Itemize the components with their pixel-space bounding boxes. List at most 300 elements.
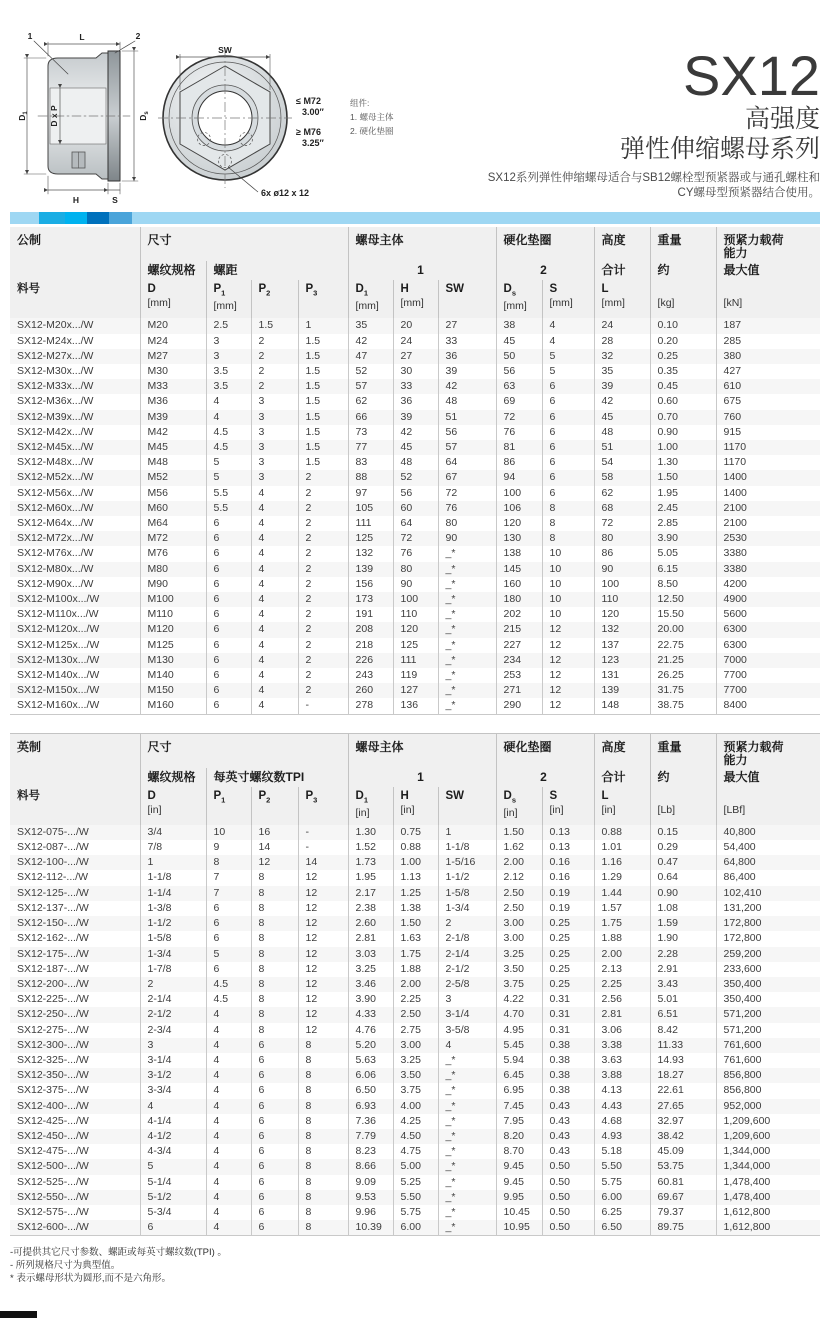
table-cell: 9.95 (496, 1190, 542, 1205)
table-cell: 20 (393, 318, 438, 333)
table-cell: 5 (206, 947, 251, 962)
table-row (10, 394, 820, 409)
part-number-cell: SX12-112-.../W (17, 871, 88, 884)
table-row (10, 653, 820, 668)
table-cell: 1-3/4 (140, 947, 206, 962)
table-cell: 0.47 (650, 855, 716, 870)
table-cell: 4.00 (393, 1099, 438, 1114)
table-row (10, 531, 820, 546)
table-cell: 761,600 (716, 1053, 820, 1068)
table-cell: 6 (206, 577, 251, 592)
table-cell: 5.20 (348, 1038, 393, 1053)
table-cell: _* (438, 668, 496, 683)
table-cell: 6 (206, 607, 251, 622)
table-cell: 111 (393, 653, 438, 668)
table-cell: 0.25 (542, 977, 594, 992)
table-cell: 4 (206, 1114, 251, 1129)
unit-system-label: 英制 (17, 739, 42, 754)
table-cell: 10 (542, 607, 594, 622)
table-cell: M42 (140, 425, 206, 440)
table-cell: 1.38 (393, 901, 438, 916)
table-cell: 2.00 (496, 855, 542, 870)
part-number-cell: SX12-M60x.../W (17, 501, 94, 514)
legend-item-2: 2. 硬化垫圈 (350, 126, 394, 136)
part-number-cell: SX12-M36x.../W (17, 395, 94, 408)
table-cell: 76 (496, 425, 542, 440)
note-le-m72: ≤ M72 (296, 96, 321, 106)
dim-label-l: L (79, 32, 85, 42)
table-cell: 60.81 (650, 1175, 716, 1190)
table-cell: 1.50 (650, 470, 716, 485)
table-cell: 8 (298, 1159, 348, 1174)
table-cell: 227 (496, 638, 542, 653)
table-row (10, 318, 820, 333)
table-cell: 4900 (716, 592, 820, 607)
table-cell: 4-1/4 (140, 1114, 206, 1129)
table-row (10, 562, 820, 577)
table-cell: 2 (438, 916, 496, 931)
table-row (10, 455, 820, 470)
table-cell: 88 (348, 470, 393, 485)
table-row (10, 668, 820, 683)
dim-label-sw: SW (218, 45, 232, 55)
sub-pitch: 螺距 (206, 261, 348, 280)
group-weight: 重量 (650, 227, 716, 261)
table-cell: 45 (594, 410, 650, 425)
table-cell: 110 (594, 592, 650, 607)
table-cell: 2.85 (650, 516, 716, 531)
table-cell: 52 (348, 364, 393, 379)
table-cell: 1-1/4 (140, 886, 206, 901)
table-cell: 6 (251, 1053, 298, 1068)
column-header: L [mm] (594, 280, 650, 318)
table-cell: 125 (393, 638, 438, 653)
table-cell: 60 (393, 501, 438, 516)
table-row (10, 1023, 820, 1038)
part-number-cell: SX12-M52x.../W (17, 471, 94, 484)
table-cell: _* (438, 562, 496, 577)
table-cell: 33 (393, 379, 438, 394)
table-cell: M150 (140, 683, 206, 698)
table-cell: 1,209,600 (716, 1129, 820, 1144)
table-cell: 2.25 (594, 977, 650, 992)
group-nut-body: 螺母主体 (348, 733, 496, 768)
table-cell: M56 (140, 486, 206, 501)
color-bar-segment (109, 212, 132, 224)
table-cell: 89.75 (650, 1220, 716, 1236)
table-cell: 1.88 (594, 931, 650, 946)
table-cell: 8 (251, 992, 298, 1007)
sub-height-total: 合计 (594, 261, 650, 280)
table-cell: 6 (251, 1068, 298, 1083)
part-number-cell: SX12-M30x.../W (17, 364, 94, 377)
table-cell: 8 (298, 1099, 348, 1114)
table-row (10, 840, 820, 855)
table-row (10, 962, 820, 977)
table-cell: 0.60 (650, 394, 716, 409)
table-cell: 33 (438, 334, 496, 349)
table-cell: 1 (298, 318, 348, 333)
color-bar-segment (10, 212, 39, 224)
table-cell: 0.88 (594, 825, 650, 840)
sub-tpi: 每英寸螺纹数TPI (206, 768, 348, 787)
table-cell: 3.50 (496, 962, 542, 977)
part-number-cell: SX12-M120x.../W (17, 623, 100, 636)
table-cell: 4 (206, 1159, 251, 1174)
part-number-cell: SX12-375-.../W (17, 1084, 89, 1097)
table-cell: 6 (251, 1144, 298, 1159)
table-cell: _* (438, 698, 496, 714)
table-cell: 6 (251, 1129, 298, 1144)
table-cell: 12 (298, 947, 348, 962)
table-cell: 8 (251, 870, 298, 885)
table-cell: _* (438, 577, 496, 592)
part-number-cell: SX12-M160x.../W (17, 699, 100, 712)
part-number-cell: SX12-575-.../W (17, 1205, 89, 1218)
part-number-cell: SX12-M125x.../W (17, 638, 100, 651)
table-cell: 26.25 (650, 668, 716, 683)
table-cell: 5 (206, 455, 251, 470)
table-cell: 260 (348, 683, 393, 698)
table-cell: _* (438, 638, 496, 653)
table-cell: 2.91 (650, 962, 716, 977)
table-cell: 4.5 (206, 992, 251, 1007)
table-row (10, 1114, 820, 1129)
table-cell: 285 (716, 334, 820, 349)
column-header: $D_s$ [in] (496, 787, 542, 825)
table-cell: 3 (251, 470, 298, 485)
part-number-cell: SX12-087-.../W (17, 841, 89, 854)
table-cell: 253 (496, 668, 542, 683)
table-cell: M33 (140, 379, 206, 394)
table-cell: - (298, 698, 348, 714)
table-cell: 0.43 (542, 1114, 594, 1129)
table-cell: 57 (348, 379, 393, 394)
table-cell: 1.88 (393, 962, 438, 977)
table-cell: 131,200 (716, 901, 820, 916)
table-cell: 856,800 (716, 1083, 820, 1098)
table-cell: 12 (298, 901, 348, 916)
table-row (10, 1220, 820, 1236)
table-cell: 1.13 (393, 870, 438, 885)
table-row (10, 1068, 820, 1083)
table-cell: 2.28 (650, 947, 716, 962)
table-cell: 8.20 (496, 1129, 542, 1144)
table-cell: 86 (594, 546, 650, 561)
table-cell: 2 (298, 607, 348, 622)
table-cell: 2 (298, 531, 348, 546)
table-cell: 9.53 (348, 1190, 393, 1205)
table-cell: M52 (140, 470, 206, 485)
table-cell: 7.45 (496, 1099, 542, 1114)
part-number-cell: SX12-162-.../W (17, 932, 89, 945)
table-cell: 9.45 (496, 1159, 542, 1174)
part-number-cell: SX12-500-.../W (17, 1160, 89, 1173)
table-cell: _* (438, 1053, 496, 1068)
table-cell: 0.45 (650, 379, 716, 394)
table-cell: 73 (348, 425, 393, 440)
table-cell: 3 (251, 440, 298, 455)
table-cell: 4.5 (206, 977, 251, 992)
column-header: $D_1$ [in] (348, 787, 393, 825)
part-number-cell: SX12-300-.../W (17, 1038, 89, 1051)
drawing-legend (350, 98, 394, 136)
table-cell: 4 (542, 318, 594, 333)
table-cell: 50 (496, 349, 542, 364)
table-cell: M24 (140, 334, 206, 349)
table-cell: 68 (594, 501, 650, 516)
table-cell: 83 (348, 455, 393, 470)
table-cell: 10 (542, 577, 594, 592)
part-number-cell: SX12-137-.../W (17, 901, 89, 914)
table-cell: 131 (594, 668, 650, 683)
table-cell: 2100 (716, 516, 820, 531)
table-cell: 1.50 (393, 916, 438, 931)
table-cell: 12 (542, 683, 594, 698)
table-cell: 27.65 (650, 1099, 716, 1114)
color-bar-segment (39, 212, 65, 224)
column-header-part: 料号 (17, 283, 40, 295)
table-cell: 64 (438, 455, 496, 470)
table-cell: 6 (206, 668, 251, 683)
header-group-row (10, 733, 820, 768)
table-row (10, 592, 820, 607)
part-number-cell: SX12-M27x.../W (17, 349, 94, 362)
table-cell: 54,400 (716, 840, 820, 855)
part-number-cell: SX12-M76x.../W (17, 547, 94, 560)
table-cell: 63 (496, 379, 542, 394)
table-row (10, 334, 820, 349)
part-number-cell: SX12-M130x.../W (17, 653, 100, 666)
table-cell: 4.25 (393, 1114, 438, 1129)
table-cell: 3.25 (348, 962, 393, 977)
column-header: [kN] (716, 280, 820, 318)
table-cell: 952,000 (716, 1099, 820, 1114)
table-row (10, 349, 820, 364)
table-cell: 1170 (716, 440, 820, 455)
table-cell: 1.16 (594, 855, 650, 870)
table-cell: 0.64 (650, 870, 716, 885)
table-cell: 51 (438, 410, 496, 425)
column-header: L [in] (594, 787, 650, 825)
table-cell: 12 (298, 962, 348, 977)
table-cell: 6 (251, 1099, 298, 1114)
table-cell: 3.75 (496, 977, 542, 992)
part-number-cell: SX12-225-.../W (17, 993, 89, 1006)
table-cell: M100 (140, 592, 206, 607)
table-cell: M76 (140, 546, 206, 561)
table-cell: 20.00 (650, 622, 716, 637)
sub-load-max: 最大值 (716, 768, 820, 787)
group-weight: 重量 (650, 733, 716, 768)
table-cell: 3-3/4 (140, 1083, 206, 1098)
table-cell: 856,800 (716, 1068, 820, 1083)
table-row (10, 577, 820, 592)
table-cell: 4 (206, 410, 251, 425)
table-cell: 8 (251, 1023, 298, 1038)
table-cell: 22.61 (650, 1083, 716, 1098)
table-cell: 48 (594, 425, 650, 440)
part-number-cell: SX12-M20x.../W (17, 319, 94, 332)
table-cell: 218 (348, 638, 393, 653)
table-cell: 72 (594, 516, 650, 531)
holes-label: 6x ø12 x 12 (261, 188, 310, 198)
table-cell: 571,200 (716, 1023, 820, 1038)
table-row (10, 1099, 820, 1114)
table-row (10, 501, 820, 516)
table-cell: _* (438, 1099, 496, 1114)
table-cell: 4 (206, 1205, 251, 1220)
table-cell: M140 (140, 668, 206, 683)
table-cell: 4.95 (496, 1023, 542, 1038)
table-cell: 8 (251, 916, 298, 931)
table-cell: 4 (251, 622, 298, 637)
table-cell: 1.90 (650, 931, 716, 946)
table-cell: 79.37 (650, 1205, 716, 1220)
table-cell: 3-1/4 (140, 1053, 206, 1068)
group-hardened-washer: 硬化垫圈 (496, 227, 594, 261)
table-cell: 1-1/2 (438, 870, 496, 885)
table-cell: 4.75 (393, 1144, 438, 1159)
table-cell: 35 (348, 318, 393, 333)
note-le-inch: 3.00″ (302, 107, 324, 117)
table-row (10, 379, 820, 394)
table-cell: 12 (298, 916, 348, 931)
table-cell: 5 (542, 349, 594, 364)
table-cell: 57 (438, 440, 496, 455)
table-cell: 5-1/2 (140, 1190, 206, 1205)
table-cell: 4 (251, 683, 298, 698)
table-cell: 2.38 (348, 901, 393, 916)
table-cell: 2.81 (594, 1007, 650, 1022)
table-cell: 6.95 (496, 1083, 542, 1098)
table-cell: 2 (298, 516, 348, 531)
part-number-cell: SX12-M110x.../W (17, 608, 99, 621)
part-number-cell: SX12-400-.../W (17, 1099, 89, 1112)
table-cell: _* (438, 1205, 496, 1220)
table-cell: 3 (251, 455, 298, 470)
dim-label-d1: $D_1$ (17, 111, 29, 121)
table-cell: 0.31 (542, 1007, 594, 1022)
table-cell: 8.23 (348, 1144, 393, 1159)
legend-title: 组件: (350, 98, 370, 108)
part-number-cell: SX12-525-.../W (17, 1175, 89, 1188)
table-cell: 6.45 (496, 1068, 542, 1083)
table-cell: 4.76 (348, 1023, 393, 1038)
table-cell: 1-3/8 (140, 901, 206, 916)
table-cell: 1.5 (298, 334, 348, 349)
column-header: [LBf] (716, 787, 820, 825)
table-cell: 3.38 (594, 1038, 650, 1053)
column-header-part: 料号 (17, 789, 40, 802)
table-cell: 160 (496, 577, 542, 592)
table-cell: 1.5 (298, 410, 348, 425)
table-row (10, 622, 820, 637)
part-number-cell: SX12-M24x.../W (17, 334, 94, 347)
part-number-cell: SX12-350-.../W (17, 1069, 89, 1082)
table-cell: 7 (206, 886, 251, 901)
color-bar-segment (87, 212, 109, 224)
table-cell: 0.25 (542, 962, 594, 977)
table-cell: M60 (140, 501, 206, 516)
table-cell: 38.75 (650, 698, 716, 714)
table-row (10, 440, 820, 455)
dim-label-h: H (72, 195, 80, 205)
table-cell: 119 (393, 668, 438, 683)
table-row (10, 886, 820, 901)
table-cell: 1.52 (348, 840, 393, 855)
table-cell: 2-1/2 (140, 1007, 206, 1022)
table-cell: 2-1/2 (438, 962, 496, 977)
column-header: SW (438, 787, 496, 825)
table-cell: 80 (438, 516, 496, 531)
table-cell: 2.50 (496, 886, 542, 901)
table-cell: 8 (251, 962, 298, 977)
part-number-cell: SX12-M33x.../W (17, 380, 94, 393)
table-cell: 4 (251, 592, 298, 607)
sub-washer-index: 2 (496, 261, 594, 280)
table-cell: 8 (298, 1175, 348, 1190)
table-cell: _* (438, 1220, 496, 1236)
table-cell: 1.30 (348, 825, 393, 840)
table-cell: 4.5 (206, 440, 251, 455)
table-cell: 8 (298, 1129, 348, 1144)
table-cell: 243 (348, 668, 393, 683)
table-cell: 571,200 (716, 1007, 820, 1022)
table-cell: 4.22 (496, 992, 542, 1007)
table-cell: 0.25 (542, 916, 594, 931)
sub-thread-spec: 螺纹规格 (140, 261, 206, 280)
table-cell: 6.15 (650, 562, 716, 577)
table-cell: M20 (140, 318, 206, 333)
table-cell: 915 (716, 425, 820, 440)
table-cell: 47 (348, 349, 393, 364)
table-cell: 4 (251, 668, 298, 683)
table-cell: 1.50 (496, 825, 542, 840)
table-cell: 4 (206, 1068, 251, 1083)
table-cell: M120 (140, 622, 206, 637)
table-cell: 0.50 (542, 1159, 594, 1174)
table-cell: 2.17 (348, 886, 393, 901)
table-cell: 6300 (716, 622, 820, 637)
table-cell: 2 (251, 379, 298, 394)
table-cell: 76 (393, 546, 438, 561)
table-cell: 94 (496, 470, 542, 485)
table-cell: 45 (496, 334, 542, 349)
table-cell: 1.75 (393, 947, 438, 962)
part-number-cell: SX12-325-.../W (17, 1053, 89, 1066)
table-cell: 77 (348, 440, 393, 455)
table-cell: 4.70 (496, 1007, 542, 1022)
table-cell: 6 (251, 1159, 298, 1174)
table-cell: 2.00 (393, 977, 438, 992)
table-cell: 4 (251, 516, 298, 531)
table-cell: 8 (251, 1007, 298, 1022)
color-bar-segment (65, 212, 87, 224)
table-cell: 0.25 (542, 931, 594, 946)
table-cell: 1-5/8 (140, 931, 206, 946)
table-cell: 136 (393, 698, 438, 714)
table-cell: 64 (393, 516, 438, 531)
table-cell: 2 (251, 349, 298, 364)
page-subtitle-2: 弹性伸缩螺母系列 (619, 135, 820, 163)
sub-body-index: 1 (348, 768, 496, 787)
table-cell: 8 (251, 931, 298, 946)
table-cell: 1.5 (298, 455, 348, 470)
table-cell: 90 (594, 562, 650, 577)
table-cell: 2.00 (594, 947, 650, 962)
part-number-cell: SX12-200-.../W (17, 977, 89, 990)
